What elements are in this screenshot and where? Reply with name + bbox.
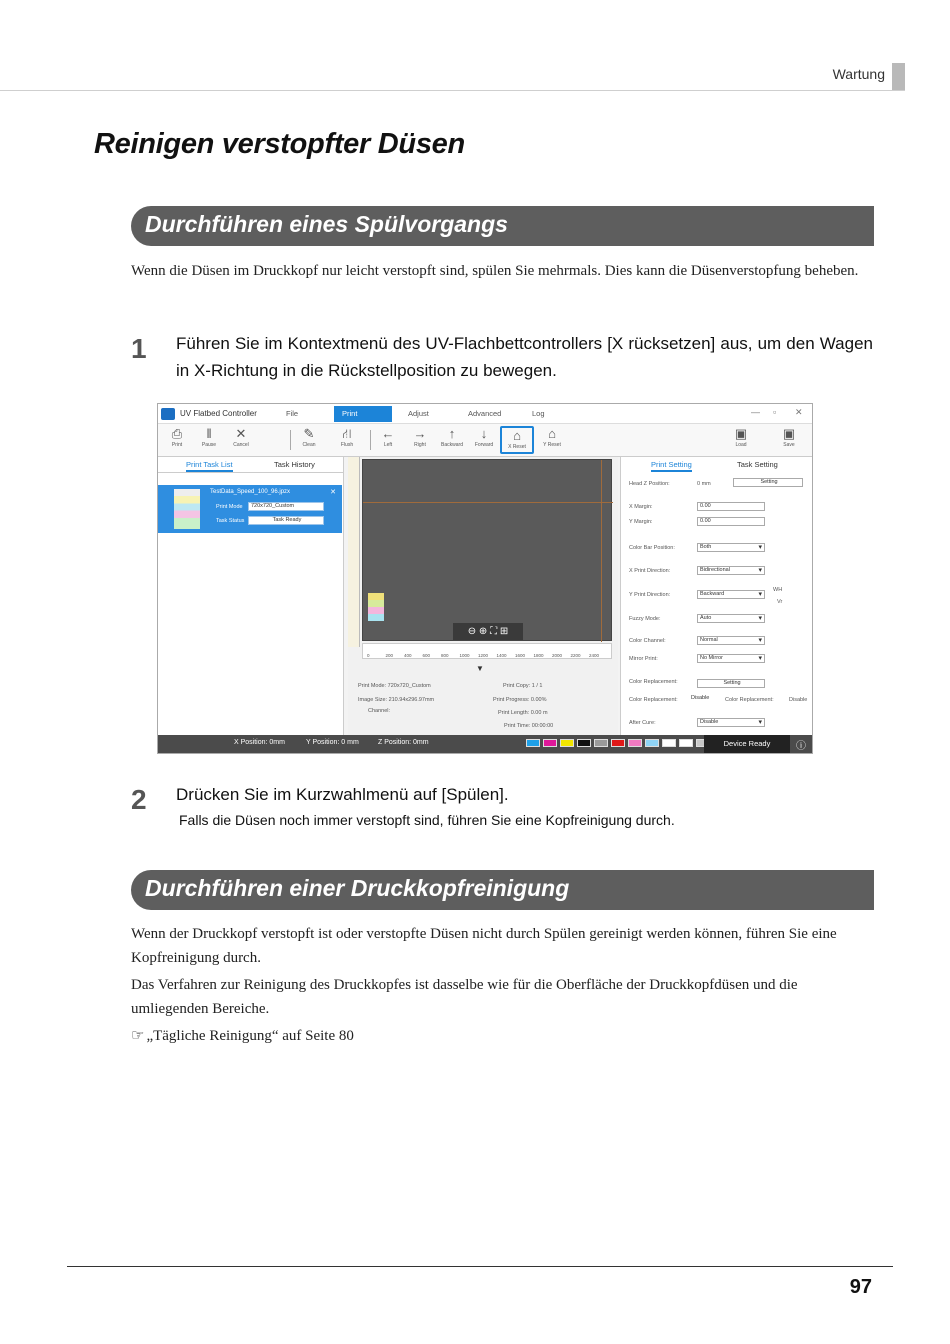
task-print-mode-select[interactable]: 720x720_Custom (248, 502, 324, 511)
image-preview[interactable] (368, 593, 384, 621)
tab-print-setting[interactable]: Print Setting (651, 460, 692, 472)
task-name: TestData_Speed_100_96.jpzx (210, 489, 291, 495)
ruler-tick-label: 1600 (515, 653, 526, 658)
setting-label: After Cure: (629, 720, 656, 726)
section-heading-head-cleaning-text: Durchführen einer Druckkopfreinigung (145, 875, 570, 901)
status-z-position: Z Position: 0mm (378, 739, 429, 746)
actual-size-icon[interactable]: ⊞ (499, 626, 509, 637)
page-title: Reinigen verstopfter Düsen (94, 128, 465, 160)
step-2-text: Drücken Sie im Kurzwahlmenü auf [Spülen]. (176, 785, 509, 804)
setting-label: Color Replacement: (629, 697, 678, 703)
head-z-setting-button[interactable]: Setting (733, 478, 803, 487)
menu-print[interactable]: Print (334, 406, 392, 422)
step-1-text: Führen Sie im Kontextmenü des UV-Flachbettcontrollers [X rücksetzen] aus, um den Wagen in X-Richtung in die Rückstellposition zu bewegen. (176, 334, 873, 380)
settings-panel (620, 457, 812, 735)
save-button[interactable]: ▣ Save (774, 426, 804, 454)
menu-advanced[interactable]: Advanced (468, 409, 502, 418)
ink-level-indicator (628, 739, 642, 747)
task-item[interactable] (158, 485, 342, 533)
cancel-icon: ✕ (235, 426, 247, 441)
guide-line (601, 460, 602, 642)
task-status-label: Task Status (216, 518, 245, 524)
ruler-tick-label: 2000 (552, 653, 563, 658)
ink-level-indicator (611, 739, 625, 747)
ruler-tick-label: 1000 (459, 653, 470, 658)
setting-label: Mirror Print: (629, 656, 658, 662)
flush-button[interactable]: ⛙ Flush (332, 426, 362, 454)
ruler-tick-label: 1200 (478, 653, 489, 658)
tab-task-history[interactable]: Task History (274, 460, 315, 469)
tab-task-setting[interactable]: Task Setting (737, 460, 778, 469)
y-reset-button[interactable]: ⌂ Y Reset (537, 426, 567, 454)
pause-icon: ‖ (206, 426, 212, 441)
header-tab-marker (892, 63, 905, 90)
flush-intro: Wenn die Düsen im Druckkopf nur leicht verstopft sind, spülen Sie mehrmals. Dies kann die Düsenverstopfung beheben. (131, 263, 859, 279)
load-icon: ▣ (734, 426, 748, 441)
cross-reference[interactable] (131, 1024, 871, 1048)
maximize-icon[interactable]: ▫ (773, 407, 777, 417)
device-status: Device Ready (704, 735, 790, 753)
task-thumbnail (174, 489, 200, 529)
header-rule (0, 90, 905, 91)
printer-icon: ⎙ (171, 426, 183, 441)
setting-input[interactable]: 0.00 (697, 502, 765, 511)
color-replacement-extra-value: Disable (789, 697, 808, 703)
setting-select[interactable]: Backward ▾ (697, 590, 765, 599)
status-bar (158, 735, 812, 753)
section-heading-flush-text: Durchführen eines Spülvorgangs (145, 211, 508, 237)
backward-button[interactable]: ↑ Backward (437, 426, 467, 454)
right-button[interactable]: → Right (405, 426, 435, 454)
vertical-ruler (348, 457, 360, 647)
toolbar-separator (290, 430, 291, 450)
close-icon[interactable]: ✕ (330, 489, 336, 496)
head-cleaning-paragraph-1: Wenn der Druckkopf verstopft ist oder verstopfte Düsen nicht durch Spülen gereinigt werden können, führen Sie eine Kopfreinigung durch. (131, 926, 837, 966)
setting-label: X Print Direction: (629, 568, 671, 574)
task-print-mode-label: Print Mode (216, 504, 243, 510)
toolbar-separator (370, 430, 371, 450)
setting-input[interactable]: 0.00 (697, 517, 765, 526)
page-number: 97 (849, 1276, 872, 1298)
load-button[interactable]: ▣ Load (726, 426, 756, 454)
ink-level-indicator (526, 739, 540, 747)
task-status-value: Task Ready (248, 516, 324, 525)
arrow-up-icon: ↑ (448, 426, 456, 441)
forward-button[interactable]: ↓ Forward (469, 426, 499, 454)
flush-icon: ⛙ (342, 426, 352, 441)
ink-level-indicator (645, 739, 659, 747)
left-button[interactable]: ← Left (373, 426, 403, 454)
guide-line (363, 502, 613, 503)
step-2-number: 2 (131, 784, 147, 815)
info-print-mode: Print Mode: 720x720_Custom (358, 683, 431, 689)
zoom-controls[interactable] (453, 623, 523, 640)
setting-select[interactable]: Disable ▾ (697, 718, 765, 727)
setting-label: Y Print Direction: (629, 592, 671, 598)
ruler-tick-label: 1400 (496, 653, 507, 658)
ruler-tick-label: 800 (441, 653, 449, 658)
ruler-tick-label: 600 (422, 653, 431, 658)
close-icon[interactable]: ✕ (795, 407, 803, 417)
arrow-left-icon: ← (381, 426, 395, 441)
head-cleaning-paragraph-2: Das Verfahren zur Reinigung des Druckkopfes ist dasselbe wie für die Oberfläche der Druckkopfdüsen und die umliegenden Bereiche. (131, 977, 798, 1017)
pointing-hand-icon: ☞ (131, 1028, 145, 1044)
ink-level-indicator (577, 739, 591, 747)
x-reset-button[interactable]: ⌂ X Reset (500, 426, 534, 454)
menu-file[interactable]: File (286, 409, 299, 418)
color-replacement-extra-label: Color Replacement: (725, 697, 774, 703)
setting-select[interactable]: No Mirror ▾ (697, 654, 765, 663)
setting-label: Color Channel: (629, 638, 666, 644)
zoom-out-icon[interactable]: ⊖ (467, 626, 477, 637)
info-icon[interactable]: ⓘ (796, 741, 806, 752)
menu-adjust[interactable]: Adjust (408, 409, 429, 418)
save-icon: ▣ (782, 426, 796, 441)
fit-icon[interactable]: ⛶ (490, 626, 498, 637)
info-print-time: Print Time: 00:00:00 (504, 723, 554, 729)
info-image-size: Image Size: 210.94x296.97mm (358, 697, 435, 703)
info-channel: Channel: (368, 708, 391, 714)
info-print-length: Print Length: 0.00 m (498, 710, 548, 716)
setting-select[interactable]: Auto ▾ (697, 614, 765, 623)
setting-label: X Margin: (629, 504, 653, 510)
print-canvas[interactable] (362, 459, 612, 641)
collapse-arrow-icon[interactable]: ▼ (476, 664, 484, 673)
ink-level-indicator (560, 739, 574, 747)
info-print-progress: Print Progress: 0.00% (493, 697, 547, 703)
cross-reference-link[interactable]: „Tägliche Reinigung“ auf Seite 80 (146, 1028, 354, 1044)
setting-select[interactable]: Normal ▾ (697, 636, 765, 645)
home-icon: ⌂ (513, 428, 521, 443)
ruler-tick-label: 0 (367, 653, 370, 658)
ruler-tick-label: 200 (385, 653, 394, 658)
section-heading-flush (131, 206, 874, 246)
tab-print-task-list[interactable]: Print Task List (186, 460, 233, 472)
arrow-down-icon: ↓ (480, 426, 488, 441)
controller-screenshot (157, 403, 813, 754)
app-logo-icon (161, 408, 175, 420)
ink-level-indicator (594, 739, 608, 747)
status-x-position: X Position: 0mm (234, 739, 285, 746)
color-replacement-setting-button[interactable]: Setting (697, 679, 765, 688)
menu-log[interactable]: Log (532, 409, 545, 418)
step-2-subtext: Falls die Düsen noch immer verstopft sind, führen Sie eine Kopfreinigung durch. (179, 812, 675, 828)
ruler-tick-label: 2200 (570, 653, 581, 658)
ink-level-indicator (662, 739, 676, 747)
clean-icon: ✎ (303, 426, 315, 441)
wh-label: WH (773, 587, 783, 593)
app-titlebar (158, 404, 812, 424)
footer-rule (67, 1266, 893, 1267)
preview-area (348, 457, 618, 735)
app-title: UV Flatbed Controller (180, 409, 257, 418)
running-header: Wartung (832, 66, 885, 82)
toolbar (158, 424, 812, 457)
task-tabs (158, 457, 344, 473)
task-panel (158, 457, 344, 735)
zoom-in-icon[interactable]: ⊕ (478, 626, 488, 637)
setting-label: Fuzzy Mode: (629, 616, 661, 622)
setting-select[interactable]: Both ▾ (697, 543, 765, 552)
home-icon: ⌂ (548, 426, 556, 441)
setting-label: Color Replacement: (629, 679, 678, 685)
print-button[interactable]: ⎙ Print (162, 426, 192, 454)
ruler-tick-label: 400 (404, 653, 412, 658)
setting-select[interactable]: Bidirectional ▾ (697, 566, 765, 575)
setting-select[interactable]: Disable (689, 695, 757, 704)
cancel-button[interactable]: ✕ Cancel (226, 426, 256, 454)
setting-label: Y Margin: (629, 519, 653, 525)
ink-level-indicator (679, 739, 693, 747)
horizontal-ruler (362, 643, 612, 659)
setting-label: Color Bar Position: (629, 545, 675, 551)
ruler-tick-label: 2400 (589, 653, 600, 658)
clean-button[interactable]: ✎ Clean (294, 426, 324, 454)
setting-label: Head Z Position: (629, 481, 670, 487)
ink-level-indicator (543, 739, 557, 747)
info-print-copy: Print Copy: 1 / 1 (503, 683, 543, 689)
minimize-icon[interactable]: — (751, 407, 760, 417)
head-z-value: 0 mm (697, 481, 711, 487)
status-y-position: Y Position: 0 mm (306, 739, 359, 746)
arrow-right-icon: → (413, 426, 427, 441)
vr-label: Vr (777, 599, 783, 605)
pause-button[interactable]: ‖ Pause (194, 426, 224, 454)
section-heading-head-cleaning (131, 870, 874, 910)
step-1-number: 1 (131, 333, 147, 364)
ruler-tick-label: 1800 (533, 653, 544, 658)
